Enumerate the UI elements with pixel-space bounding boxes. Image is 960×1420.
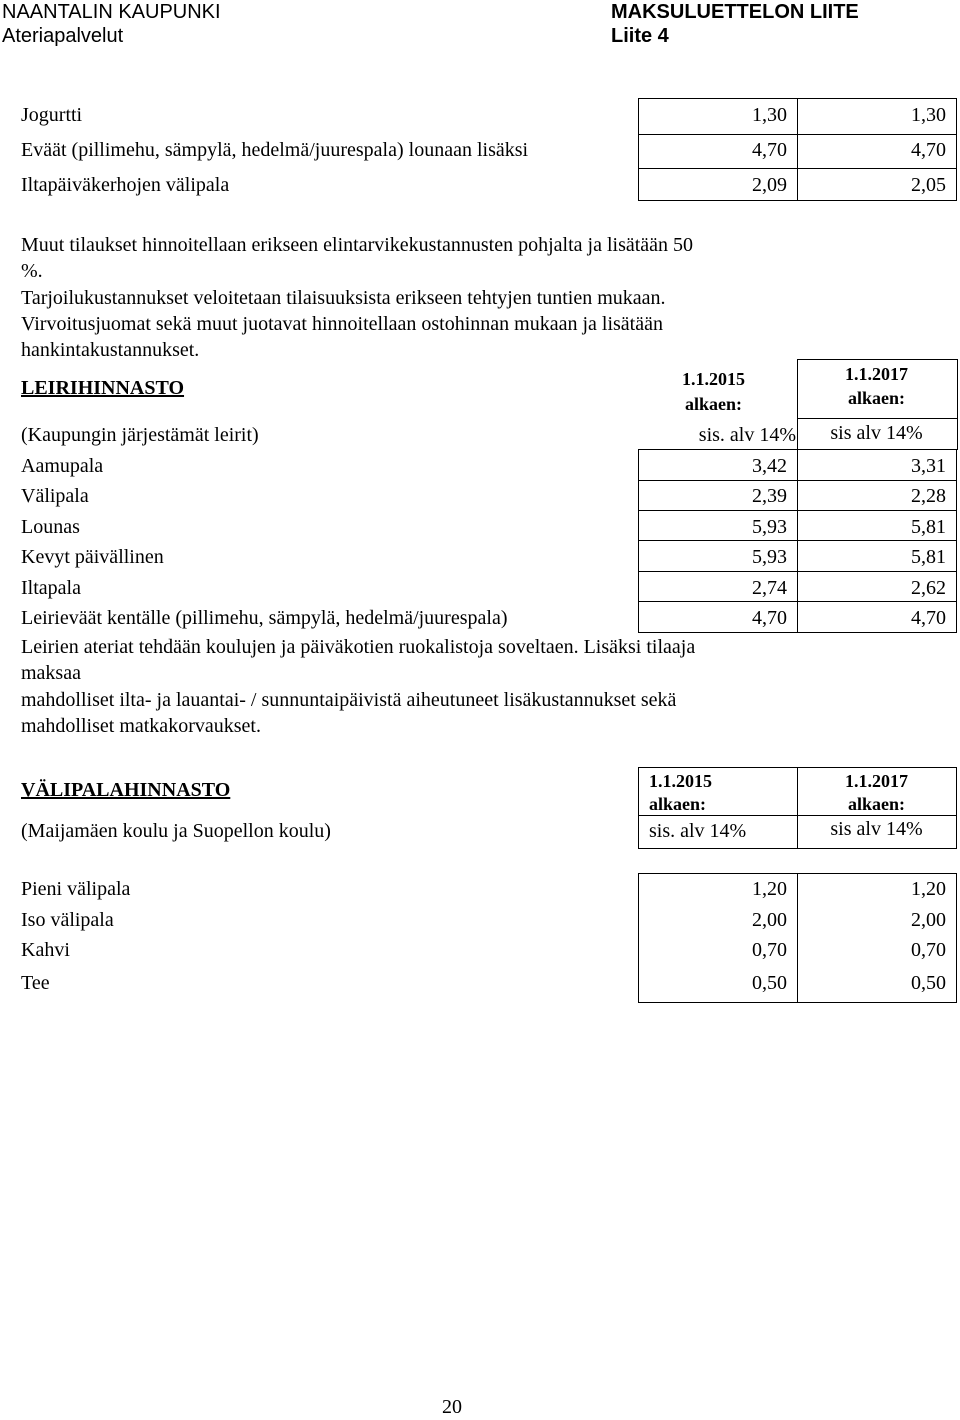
table-row-label: Jogurtti (21, 104, 83, 126)
col-date-2015: 1.1.2015 (682, 369, 745, 389)
org-name: NAANTALIN KAUPUNKI (2, 1, 221, 23)
price-2015: 5,93 (752, 516, 787, 538)
table-row-label: Iso välipala (21, 909, 114, 931)
col-date-2017-suffix: alkaen: (847, 388, 905, 408)
table-row-label: Pieni välipala (21, 878, 131, 900)
vat-label-2015: sis. alv 14% (698, 424, 796, 446)
price-2017: 5,81 (911, 546, 946, 568)
row-divider (638, 480, 956, 481)
price-2017: 3,31 (911, 455, 946, 477)
price-2017: 0,50 (911, 972, 946, 994)
col-date-2015-suffix: alkaen: (649, 794, 707, 814)
camp-note: mahdolliset matkakorvaukset. (21, 715, 261, 737)
camp-note: Leirien ateriat tehdään koulujen ja päiväkotien ruokalistoja soveltaen. Lisäksi tilaaja (21, 636, 696, 658)
top-row-divider (638, 134, 956, 135)
note-text: Virvoitusjuomat sekä muut juotavat hinnoitellaan ostohinnan mukaan ja lisätään (21, 313, 663, 335)
vat-label-2017: sis alv 14% (830, 818, 923, 840)
price-2015: 4,70 (752, 139, 787, 161)
price-2017: 2,00 (911, 909, 946, 931)
table-row-label: Iltapäiväkerhojen välipala (21, 174, 230, 196)
table-row-label: Iltapala (21, 577, 81, 599)
price-2015: 3,42 (752, 455, 787, 477)
row-divider (638, 510, 956, 511)
price-2015: 2,00 (752, 909, 787, 931)
row-divider (638, 601, 956, 602)
header-divider (797, 418, 957, 419)
doc-title: MAKSULUETTELON LIITE (611, 1, 859, 23)
price-2015: 1,20 (752, 878, 787, 900)
department-name: Ateriapalvelut (2, 25, 124, 47)
price-2017: 4,70 (911, 139, 946, 161)
section-subtitle: (Kaupungin järjestämät leirit) (21, 424, 259, 446)
price-2015: 0,70 (752, 939, 787, 961)
table-row-label: Lounas (21, 516, 80, 538)
camp-note: mahdolliset ilta- ja lauantai- / sunnuntaipäivistä aiheutuneet lisäkustannukset sekä (21, 689, 677, 711)
table-row-label: Leirieväät kentälle (pillimehu, sämpylä, hedelmä/juurespala) (21, 607, 508, 629)
table-row-label: Kahvi (21, 939, 70, 961)
col-date-2017: 1.1.2017 (845, 771, 908, 791)
section-title: LEIRIHINNASTO (21, 377, 185, 399)
table-row-label: Aamupala (21, 455, 104, 477)
top-row-divider (638, 168, 956, 169)
price-2015: 2,39 (752, 485, 787, 507)
price-2017: 2,05 (911, 174, 946, 196)
price-2015: 1,30 (752, 104, 787, 126)
price-2017: 1,20 (911, 878, 946, 900)
price-2015: 0,50 (752, 972, 787, 994)
camp-note: maksaa (21, 662, 81, 684)
price-2015: 2,74 (752, 577, 787, 599)
note-text: %. (21, 260, 43, 282)
price-2017: 5,81 (911, 516, 946, 538)
row-divider (638, 540, 956, 541)
note-text: Muut tilaukset hinnoitellaan erikseen elintarvikekustannusten pohjalta ja lisätään 50 (21, 234, 694, 256)
col-date-2017-suffix: alkaen: (847, 794, 905, 814)
section-title: VÄLIPALAHINNASTO (21, 779, 231, 801)
page-number: 20 (442, 1396, 462, 1418)
col-date-2015: 1.1.2015 (649, 771, 712, 791)
price-2015: 4,70 (752, 607, 787, 629)
table-row-label: Eväät (pillimehu, sämpylä, hedelmä/juurespala) lounaan lisäksi (21, 139, 529, 161)
vat-label-2017: sis alv 14% (830, 422, 923, 444)
price-2017: 0,70 (911, 939, 946, 961)
table-row-label: Kevyt päivällinen (21, 546, 164, 568)
doc-subtitle: Liite 4 (611, 25, 669, 47)
price-2017: 4,70 (911, 607, 946, 629)
note-text: Tarjoilukustannukset veloitetaan tilaisuuksista erikseen tehtyjen tuntien mukaan. (21, 287, 666, 309)
table-row-label: Tee (21, 972, 50, 994)
price-2015: 2,09 (752, 174, 787, 196)
vat-label-2015: sis. alv 14% (649, 820, 747, 842)
price-2017: 1,30 (911, 104, 946, 126)
col-date-2015-suffix: alkaen: (684, 394, 742, 414)
note-text: hankintakustannukset. (21, 339, 200, 361)
price-2017: 2,28 (911, 485, 946, 507)
price-2017: 2,62 (911, 577, 946, 599)
section-subtitle: (Maijamäen koulu ja Suopellon koulu) (21, 820, 331, 842)
price-2015: 5,93 (752, 546, 787, 568)
col-date-2017: 1.1.2017 (845, 364, 908, 384)
table-row-label: Välipala (21, 485, 89, 507)
row-divider (638, 571, 956, 572)
